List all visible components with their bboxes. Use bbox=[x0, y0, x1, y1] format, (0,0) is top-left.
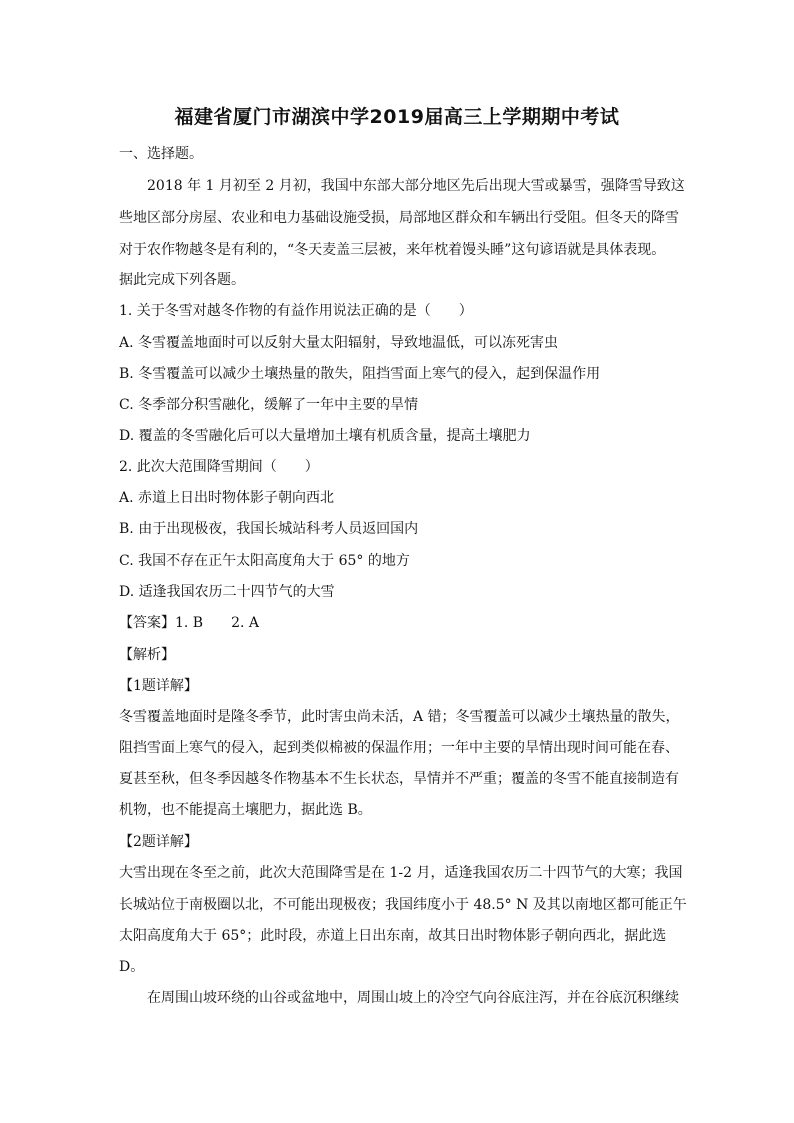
detail-2-line: 大雪出现在冬至之前，此次大范围降雪是在 1-2 月，适逢我国农历二十四节气的大寒；我国 bbox=[119, 865, 683, 881]
detail-1-line: 机物，也不能提高土壤肥力，据此选 B。 bbox=[119, 802, 372, 818]
question-1-option-c: C. 冬季部分积雪融化，缓解了一年中主要的旱情 bbox=[119, 397, 419, 413]
question-1-option-a: A. 冬雪覆盖地面时可以反射大量太阳辐射，导致地温低，可以冻死害虫 bbox=[119, 335, 559, 351]
question-2-option-d: D. 适逢我国农历二十四节气的大雪 bbox=[119, 584, 335, 600]
page-title: 福建省厦门市湖滨中学2019届高三上学期期中考试 bbox=[174, 106, 620, 128]
analysis-heading: 【解析】 bbox=[119, 647, 175, 663]
answer-line: 【答案】1. B 2. A bbox=[119, 615, 260, 631]
passage2-line: 在周围山坡环绕的山谷或盆地中，周围山坡上的冷空气向谷底注泻，并在谷底沉积继续 bbox=[147, 990, 679, 1006]
detail-2-line: 太阳高度角大于 65°；此时段，赤道上日出东南，故其日出时物体影子朝向西北，据此选 bbox=[119, 928, 667, 944]
detail-1-line: 阻挡雪面上寒气的侵入，起到类似棉被的保温作用；一年中主要的旱情出现时间可能在春、 bbox=[119, 740, 679, 756]
question-1-stem: 1. 关于冬雪对越冬作物的有益作用说法正确的是（ ） bbox=[119, 303, 473, 319]
detail-1-line: 夏甚至秋，但冬季因越冬作物基本不生长状态，旱情并不严重；覆盖的冬雪不能直接制造有 bbox=[119, 771, 679, 787]
question-1-option-d: D. 覆盖的冬雪融化后可以大量增加土壤有机质含量，提高土壤肥力 bbox=[119, 428, 531, 444]
question-1-option-b: B. 冬雪覆盖可以减少土壤热量的散失，阻挡雪面上寒气的侵入，起到保温作用 bbox=[119, 366, 601, 382]
passage1-line: 对于农作物越冬是有利的，“冬天麦盖三层被，来年枕着馒头睡”这句谚语就是具体表现。 bbox=[119, 242, 666, 258]
passage1-line: 些地区部分房屋、农业和电力基础设施受损，局部地区群众和车辆出行受阻。但冬天的降雪 bbox=[119, 210, 679, 226]
detail-1-heading: 【1题详解】 bbox=[119, 678, 198, 694]
passage1-line: 2018 年 1 月初至 2 月初，我国中东部大部分地区先后出现大雪或暴雪，强降雪导致这 bbox=[147, 178, 685, 194]
question-2-stem: 2. 此次大范围降雪期间（ ） bbox=[119, 459, 319, 475]
detail-2-line: 长城站位于南极圈以北，不可能出现极夜；我国纬度小于 48.5° N 及其以南地区都可能正午 bbox=[119, 897, 687, 913]
detail-2-line: D。 bbox=[119, 959, 145, 975]
section-heading: 一、选择题。 bbox=[119, 146, 203, 162]
passage1-line: 据此完成下列各题。 bbox=[119, 272, 245, 288]
detail-2-heading: 【2题详解】 bbox=[119, 834, 198, 850]
detail-1-line: 冬雪覆盖地面时是隆冬季节，此时害虫尚未活，A 错；冬雪覆盖可以减少土壤热量的散失， bbox=[119, 709, 680, 725]
question-2-option-c: C. 我国不存在正午太阳高度角大于 65° 的地方 bbox=[119, 553, 410, 569]
question-2-option-a: A. 赤道上日出时物体影子朝向西北 bbox=[119, 490, 335, 506]
question-2-option-b: B. 由于出现极夜，我国长城站科考人员返回国内 bbox=[119, 521, 419, 537]
